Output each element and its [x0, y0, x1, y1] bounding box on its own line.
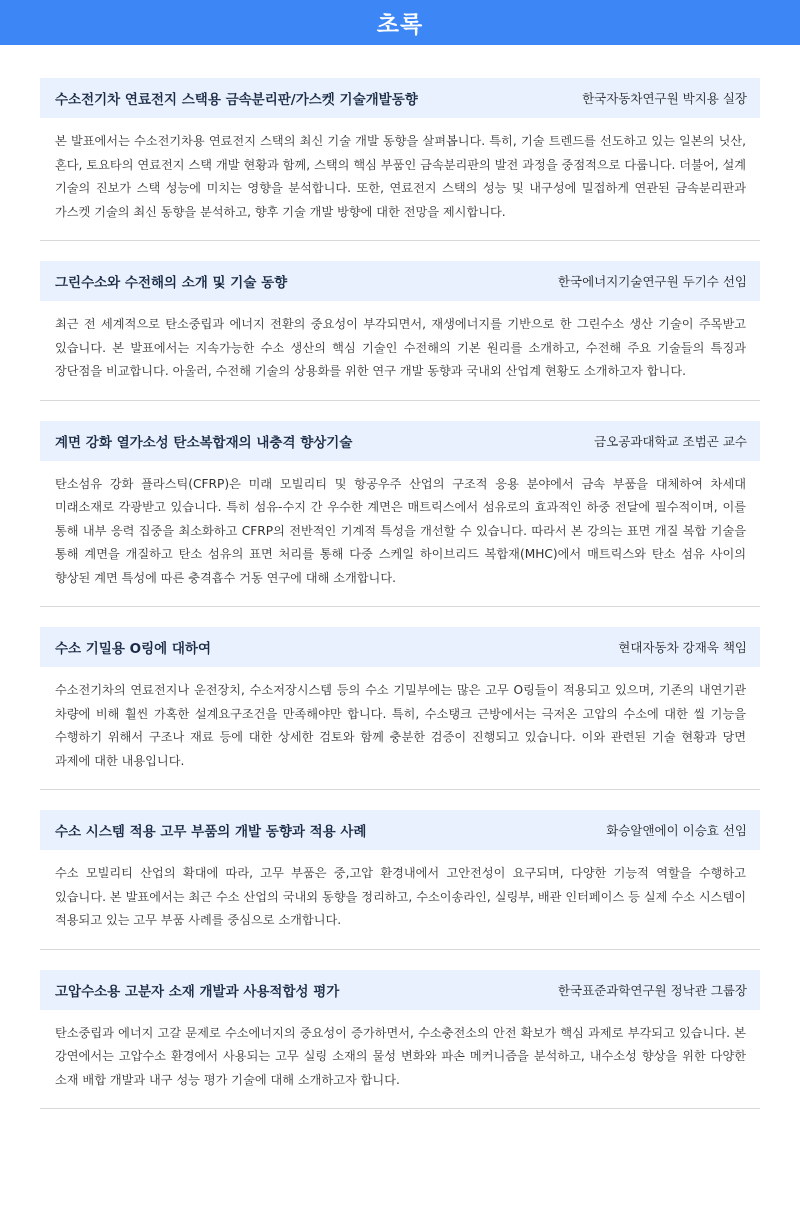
section-header — [40, 810, 760, 850]
section-header — [40, 970, 760, 1010]
section-author: 금오공과대학교 조범곤 교수 — [594, 433, 747, 449]
section-header — [40, 627, 760, 667]
abstract-section — [40, 627, 760, 790]
section-author: 화승알앤에이 이승효 선임 — [606, 823, 747, 838]
section-author: 한국표준과학연구원 정낙관 그룹장 — [557, 982, 747, 998]
abstract-section — [40, 261, 760, 401]
section-title: 계면 강화 열가소성 탄소복합재의 내충격 향상기술 — [55, 434, 353, 451]
abstract-section — [40, 421, 760, 608]
abstract-list — [0, 45, 800, 1109]
section-body: 탄소중립과 에너지 고갈 문제로 수소에너지의 중요성이 증가하면서, 수소충전소의 안전 확보가 핵심 과제로 부각되고 있습니다. 본 강연에서는 고압수소 환경에서 사용되는 고무 실링 소재의 물성 변화와 파손 메커니즘을 분석하고, 내수소성 향상을 위한 다양한 소재 배합 개발과 내구 성능 평가 기술에 대해 소개하고자 합니다. — [55, 1025, 746, 1087]
section-title: 수소 시스템 적용 고무 부품의 개발 동향과 적용 사례 — [55, 824, 367, 840]
section-body: 탄소섬유 강화 플라스틱(CFRP)은 미래 모빌리티 및 항공우주 산업의 구조적 응용 분야에서 금속 부품을 대체하여 차세대 미래소재로 각광받고 있습니다. 특히 섬유-수지 간 우수한 계면은 매트릭스에서 섬유로의 효과적인 하중 전달에 필수적이며, 이를 통해 내부 응력 집중을 최소화하고 CFRP의 전반적인 기계적 특성을 개선할 수 있습니다. 따라서 본 강의는 표면 개질 복합 기술을 통해 계면을 개질하고 탄소 섬유의 표면 처리를 통해 다중 스케일 하이브리드 복합재(MHC)에서 매트릭스와 탄소 섬유 사이의 향상된 계면 특성에 따른 충격흡수 거동 연구에 대해 소개합니다. — [55, 476, 746, 585]
abstract-section — [40, 970, 760, 1110]
section-body: 최근 전 세계적으로 탄소중립과 에너지 전환의 중요성이 부각되면서, 재생에너지를 기반으로 한 그린수소 생산 기술이 주목받고 있습니다. 본 발표에서는 지속가능한 수소 생산의 핵심 기술인 수전해의 기본 원리를 소개하고, 수전해 주요 기술들의 특징과 장단점을 비교합니다. 아울러, 수전해 기술의 상용화를 위한 연구 개발 동향과 국내외 산업계 현황도 소개하고자 합니다. — [55, 317, 746, 378]
section-header — [40, 421, 760, 461]
page-title: 초록 — [376, 12, 424, 38]
section-header — [40, 261, 760, 301]
section-header — [40, 78, 760, 118]
section-body: 본 발표에서는 수소전기차용 연료전지 스택의 최신 기술 개발 동향을 살펴봅니다. 특히, 기술 트렌드를 선도하고 있는 일본의 닛산, 혼다, 토요타의 연료전지 스택 개발 현황과 함께, 스택의 핵심 부품인 금속분리판의 발전 과정을 중점적으로 다룹니다. 더불어, 설계 기술의 진보가 스택 성능에 미치는 영향을 분석합니다. 또한, 연료전지 스택의 성능 및 내구성에 밀접하게 연관된 금속분리판과 가스켓 기술의 최신 동향을 분석하고, 향후 기술 개발 방향에 대한 전망을 제시합니다. — [55, 134, 746, 219]
section-author: 한국에너지기술연구원 두기수 선임 — [557, 274, 747, 289]
page-header — [0, 0, 800, 45]
section-title: 고압수소용 고분자 소재 개발과 사용적합성 평가 — [55, 983, 340, 1000]
section-title: 수소전기차 연료전지 스택용 금속분리판/가스켓 기술개발동향 — [55, 92, 418, 108]
section-body: 수소전기차의 연료전지나 운전장치, 수소저장시스템 등의 수소 기밀부에는 많은 고무 O링들이 적용되고 있으며, 기존의 내연기관 차량에 비해 훨씬 가혹한 설계요구조건을 만족해야만 합니다. 특히, 수소탱크 근방에서는 극저온 고압의 수소에 대한 씰 기능을 수행하기 위해서 구조나 재료 등에 대한 상세한 검토와 함께 충분한 검증이 진행되고 있습니다. 이와 관련된 기술 현황과 당면 과제에 대한 내용입니다. — [55, 683, 746, 768]
section-author: 현대자동차 강재욱 책임 — [618, 640, 747, 655]
section-author: 한국자동차연구원 박지용 실장 — [582, 91, 747, 106]
abstract-section — [40, 810, 760, 950]
abstract-section — [40, 78, 760, 241]
section-title: 그린수소와 수전해의 소개 및 기술 동향 — [55, 275, 288, 291]
section-body: 수소 모빌리티 산업의 확대에 따라, 고무 부품은 중,고압 환경내에서 고안전성이 요구되며, 다양한 기능적 역할을 수행하고 있습니다. 본 발표에서는 최근 수소 산업의 국내외 동향을 정리하고, 수소이송라인, 실링부, 배관 인터페이스 등 실제 수소 시스템이 적용되고 있는 고무 부품 사례를 중심으로 소개합니다. — [55, 866, 746, 927]
section-title: 수소 기밀용 O링에 대하여 — [55, 641, 211, 657]
